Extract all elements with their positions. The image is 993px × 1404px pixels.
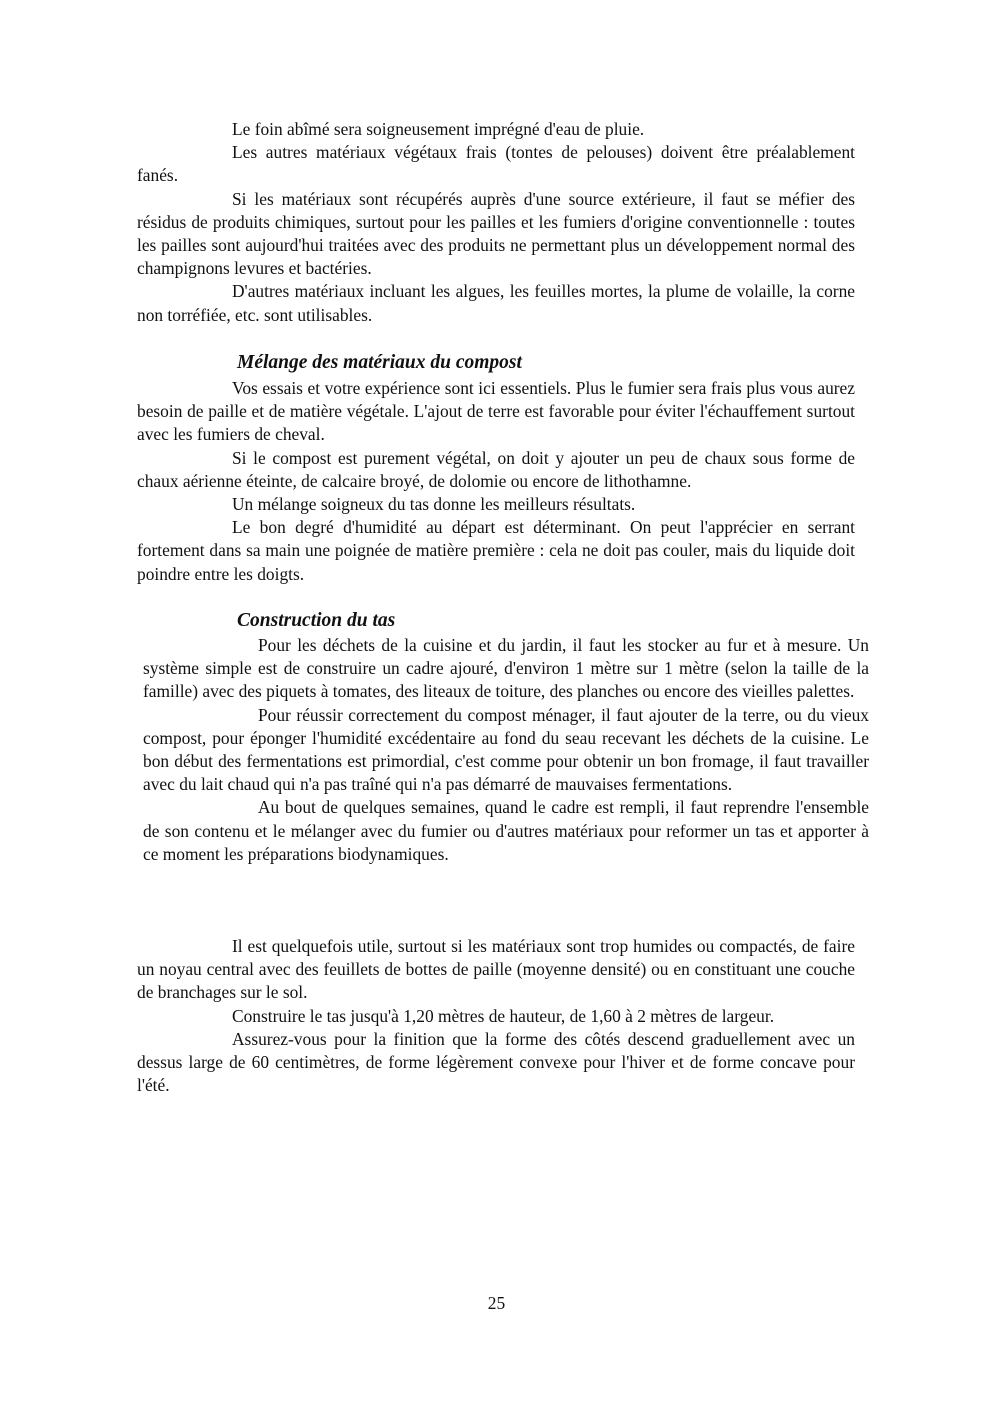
paragraph: Il est quelquefois utile, surtout si les matériaux sont trop humides ou compactés, de faire un noyau central avec des feuillets de bottes de paille (moyenne densité) ou en constituant une couche de branchages sur le sol. bbox=[137, 936, 855, 1003]
paragraph: Si les matériaux sont récupérés auprès d'une source extérieure, il faut se méfier des résidus de produits chimiques, surtout pour les pailles et les fumiers d'origine conventionnelle : toutes les pailles sont aujourd'hui traitées avec des produits ne permettant plus un développement normal des champignons levures et bactéries. bbox=[137, 188, 855, 279]
section-construction bbox=[143, 634, 869, 866]
heading-melange: Mélange des matériaux du compost bbox=[237, 352, 522, 373]
heading-construction: Construction du tas bbox=[237, 610, 396, 631]
paragraph: Le bon degré d'humidité au départ est déterminant. On peut l'apprécier en serrant fortement dans sa main une poignée de matière première : cela ne doit pas couler, mais du liquide doit poindre entre les doigts. bbox=[137, 517, 855, 584]
section-materials bbox=[137, 118, 855, 327]
paragraph: Pour réussir correctement du compost ménager, il faut ajouter de la terre, ou du vieux compost, pour éponger l'humidité excédentaire au fond du seau recevant les déchets de la cuisine. Le bon début des fermentations est primordial, c'est comme pour obtenir un bon fromage, il faut travailler avec du lait chaud qui n'a pas traîné qui n'a pas démarré de mauvaises fermentations. bbox=[143, 704, 869, 795]
paragraph: Assurez-vous pour la finition que la forme des côtés descend graduellement avec un dessus large de 60 centimètres, de forme légèrement convexe pour l'hiver et de forme concave pour l'été. bbox=[137, 1028, 855, 1096]
paragraph: Au bout de quelques semaines, quand le cadre est rempli, il faut reprendre l'ensemble de son contenu et le mélanger avec du fumier ou d'autres matériaux pour reformer un tas et apporter à ce moment les préparations biodynamiques. bbox=[143, 797, 869, 864]
paragraph: Les autres matériaux végétaux frais (tontes de pelouses) doivent être préalablement fanés. bbox=[137, 142, 855, 186]
paragraph: Vos essais et votre expérience sont ici essentiels. Plus le fumier sera frais plus vous aurez besoin de paille et de matière végétale. L'ajout de terre est favorable pour éviter l'échauffement surtout avec les fumiers de cheval. bbox=[137, 378, 855, 445]
section-tas-dimensions bbox=[137, 935, 855, 1097]
paragraph: Pour les déchets de la cuisine et du jardin, il faut les stocker au fur et à mesure. Un système simple est de construire un cadre ajouré, d'environ 1 mètre sur 1 mètre (selon la taille de la famille) avec des piquets à tomates, des liteaux de toiture, des planches ou encore des vieilles palettes. bbox=[143, 635, 869, 702]
page-number: 25 bbox=[487, 1293, 506, 1313]
paragraph: Si le compost est purement végétal, on doit y ajouter un peu de chaux sous forme de chaux aérienne éteinte, de calcaire broyé, de dolomie ou encore de lithothamne. bbox=[137, 447, 855, 491]
paragraph: Construire le tas jusqu'à 1,20 mètres de hauteur, de 1,60 à 2 mètres de largeur. bbox=[232, 1005, 775, 1026]
paragraph: Un mélange soigneux du tas donne les meilleurs résultats. bbox=[232, 494, 636, 515]
section-melange bbox=[137, 377, 855, 586]
paragraph: D'autres matériaux incluant les algues, les feuilles mortes, la plume de volaille, la corne non torréfiée, etc. sont utilisables. bbox=[137, 281, 855, 325]
paragraph: Le foin abîmé sera soigneusement imprégné d'eau de pluie. bbox=[232, 119, 645, 139]
